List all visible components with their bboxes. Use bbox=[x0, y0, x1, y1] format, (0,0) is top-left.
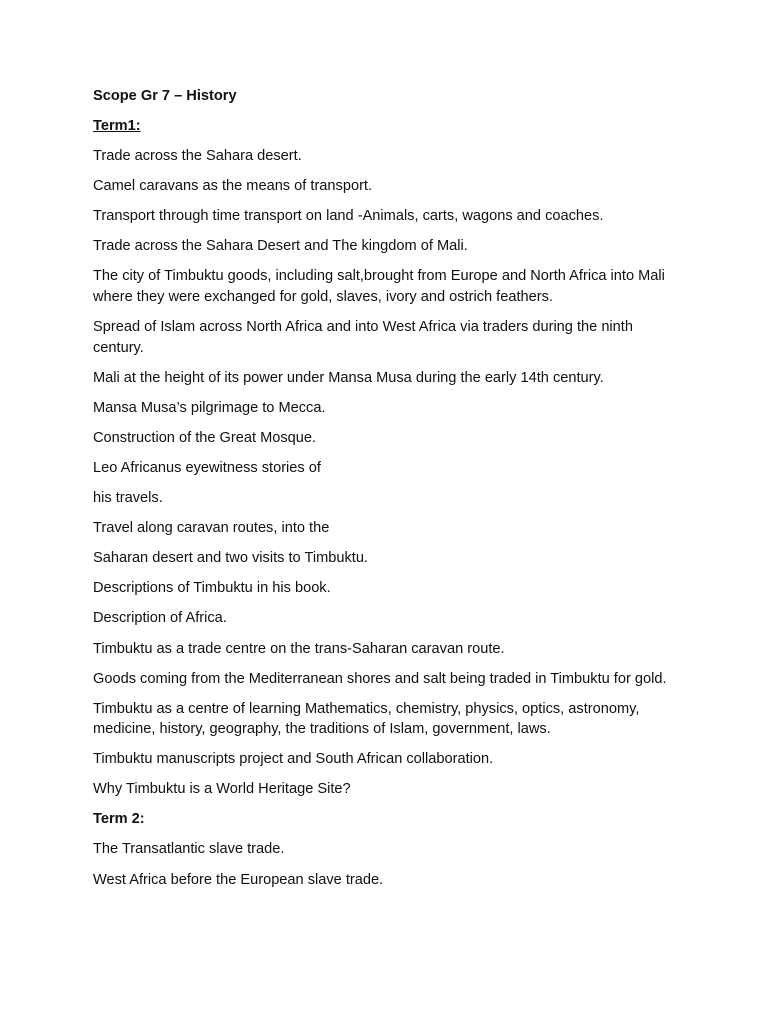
term1-item: Spread of Islam across North Africa and into West Africa via traders during the ninth century. bbox=[93, 319, 633, 356]
term1-item: Descriptions of Timbuktu in his book. bbox=[93, 580, 331, 597]
term1-item: Saharan desert and two visits to Timbuktu. bbox=[93, 550, 368, 567]
term1-item: Construction of the Great Mosque. bbox=[93, 429, 317, 446]
term1-item: Description of Africa. bbox=[93, 610, 227, 627]
term1-item: Trade across the Sahara desert. bbox=[93, 148, 302, 165]
term1-item: Mali at the height of its power under Mansa Musa during the early 14th century. bbox=[93, 369, 604, 386]
term1-item: Timbuktu as a trade centre on the trans-Saharan caravan route. bbox=[93, 640, 505, 657]
term1-item: Goods coming from the Mediterranean shores and salt being traded in Timbuktu for gold. bbox=[93, 670, 667, 687]
term1-item: Mansa Musa’s pilgrimage to Mecca. bbox=[93, 399, 326, 416]
term1-heading-text: Term1: bbox=[93, 118, 141, 134]
document-title: Scope Gr 7 – History bbox=[93, 88, 237, 104]
term1-item: The city of Timbuktu goods, including salt,brought from Europe and North Africa into Mali where they were exchanged for gold, slaves, ivory and ostrich feathers. bbox=[93, 268, 665, 305]
term1-heading bbox=[93, 116, 668, 137]
term1-item: Why Timbuktu is a World Heritage Site? bbox=[93, 781, 351, 798]
term2-item: The Transatlantic slave trade. bbox=[93, 841, 285, 858]
term1-item: Leo Africanus eyewitness stories of bbox=[93, 459, 321, 476]
term1-item: Travel along caravan routes, into the bbox=[93, 520, 330, 537]
term1-item: Timbuktu manuscripts project and South African collaboration. bbox=[93, 751, 494, 768]
term1-item: Camel caravans as the means of transport. bbox=[93, 178, 373, 195]
term1-item: Transport through time transport on land -Animals, carts, wagons and coaches. bbox=[93, 208, 604, 225]
term2-item: West Africa before the European slave trade. bbox=[93, 871, 384, 888]
term1-item: Timbuktu as a centre of learning Mathematics, chemistry, physics, optics, astronomy, medicine, history, geography, the traditions of Islam, government, laws. bbox=[93, 700, 640, 738]
term1-item: his travels. bbox=[93, 490, 163, 507]
term2-heading: Term 2: bbox=[93, 811, 145, 828]
term1-item: Trade across the Sahara Desert and The kingdom of Mali. bbox=[93, 238, 468, 255]
